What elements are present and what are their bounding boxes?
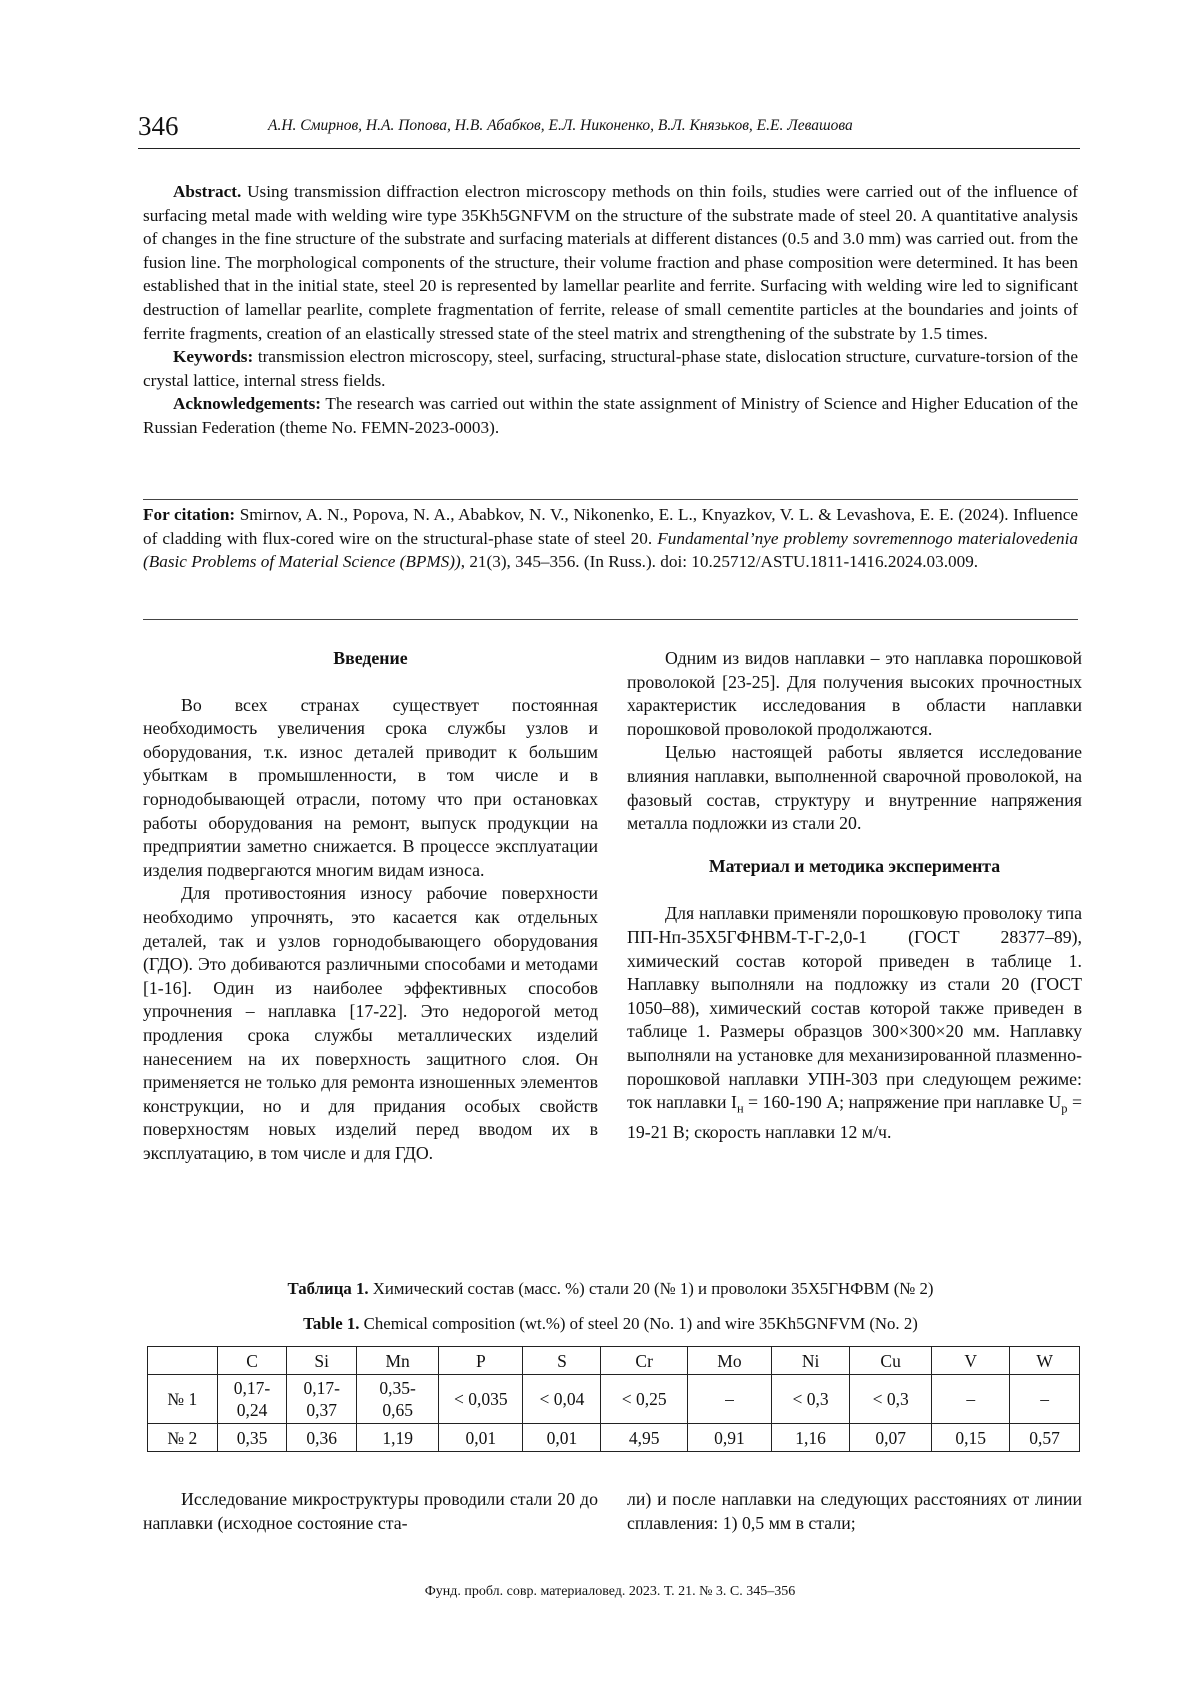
table-cell [287, 1375, 357, 1424]
table-caption-en: Table 1. Chemical composition (wt.%) of steel 20 (No. 1) and wire 35Kh5GNFVM (No. 2) [303, 1314, 918, 1333]
table-cell [357, 1375, 439, 1424]
table-header-cell: V [932, 1347, 1010, 1375]
left-column [143, 647, 598, 1165]
page-footer: Фунд. пробл. совр. материаловед. 2023. Т. 21. № 3. С. 345–356 [424, 1584, 796, 1599]
table-cell [357, 1424, 439, 1452]
citation-text: Smirnov, A. N., Popova, N. A., Ababkov, N. V., Nikonenko, E. L., Knyazkov, V. L. & Levashova, E. E. (2024). Influence of cladding with flux-cored wire on the structural-phase state of steel 20. [143, 505, 1079, 548]
citation-paragraph [143, 503, 1078, 574]
table-cell [601, 1424, 687, 1452]
table-header-cell: W [1010, 1347, 1080, 1375]
table-cell [439, 1424, 523, 1452]
keywords-paragraph [143, 345, 1078, 392]
intro-paragraph-1: Во всех странах существует постоянная необходимость увеличения срока службы узлов и оборудования, т.к. износ деталей приводит к большим убыткам в промышленности, в том числе и в горнодобывающей отрасли, потому что при остановках работы оборудования на ремонт, выпуск продукции на предприятии заметно снижается. В процессе эксплуатации изделия подвергаются многим видам износа. [143, 694, 598, 880]
citation-top-rule [143, 499, 1078, 500]
cell-line: 0,36 [306, 1427, 338, 1448]
cell-line: 0,17- [233, 1378, 271, 1398]
table-header-row [148, 1347, 1080, 1375]
acknowledgements-text: The research was carried out within the state assignment of Ministry of Science and Higher Education of the Russian Federation (theme No. FEMN-2023-0003). [143, 394, 1078, 437]
table-header-cell: S [523, 1347, 601, 1375]
table-cell [687, 1375, 771, 1424]
table-cell [932, 1424, 1010, 1452]
cell-line: 1,16 [795, 1427, 826, 1448]
table-cell [932, 1375, 1010, 1424]
cell-line: 0,65 [382, 1400, 413, 1420]
table-cell [217, 1375, 287, 1424]
methods-heading: Материал и методика эксперимента [708, 855, 1001, 876]
right-column [627, 647, 1082, 1145]
cell-line: 0,35 [236, 1427, 268, 1448]
abstract-label: Abstract. [173, 182, 242, 201]
abstract-text: Using transmission diffraction electron microscopy methods on thin foils, studies were carried out of the influence of surfacing metal made with welding wire type 35Kh5GNFVM on the structure of the substrate made of steel 20. A quantitative analysis of changes in the fine structure of the substrate and surfacing materials at different distances (0.5 and 3.0 mm) was carried out. from the fusion line. The morphological components of the structure, their volume fraction and phase composition were determined. It has been established that in the initial state, steel 20 is represented by lamellar pearlite and ferrite. Surfacing with welding wire led to significant destruction of lamellar pearlite, complete fragmentation of ferrite, release of small cementite particles at the boundaries and joints of ferrite fragments, creation of an elastically stressed state of the steel matrix and strengthening of the substrate by 1.5 times. [143, 182, 1078, 343]
page-number: 346 [138, 111, 179, 141]
running-header-authors: А.Н. Смирнов, Н.А. Попова, Н.В. Абабков, Е.Л. Никоненко, В.Л. Князьков, Е.Е. Левашова [268, 117, 853, 134]
intro-heading: Введение [333, 648, 408, 668]
table-cell [772, 1375, 850, 1424]
cell-line: – [725, 1389, 734, 1409]
table-header-cell: Mn [357, 1347, 439, 1375]
table-header-cell [148, 1347, 218, 1375]
abstract-section [143, 180, 1078, 440]
table-cell [523, 1375, 601, 1424]
table-row [148, 1375, 1080, 1424]
cell-line: 4,95 [628, 1427, 660, 1448]
cell-line: 0,07 [875, 1427, 906, 1448]
table-cell [850, 1424, 932, 1452]
table-header-cell: P [439, 1347, 523, 1375]
table-body [148, 1347, 1080, 1452]
cell-line: 0,17- [303, 1378, 340, 1398]
table-cell [1010, 1375, 1080, 1424]
table-header-cell: Ni [772, 1347, 850, 1375]
table-cell [850, 1375, 932, 1424]
citation-label: For citation: [143, 505, 236, 524]
table-header-cell: Mo [687, 1347, 771, 1375]
table-cell [439, 1375, 523, 1424]
citation-journal: Fundamental’nye problemy sovremennogo materialovedenia (Basic Problems of Material Science (BPMS)) [143, 528, 1079, 572]
citation-bottom-rule [143, 619, 1078, 620]
cell-line: < 0,035 [454, 1389, 508, 1409]
abstract-paragraph [143, 180, 1078, 345]
cell-line: 0,15 [955, 1427, 987, 1448]
row-label-cell: № 2 [148, 1424, 218, 1452]
table-cell [601, 1375, 687, 1424]
intro-paragraph-3: Одним из видов наплавки – это наплавка порошковой проволокой [23-25]. Для получения высоких прочностных характеристик исследования в области наплавки порошковой проволокой продолжаются. [627, 648, 1082, 739]
cell-line: – [1040, 1389, 1049, 1409]
cell-line: 0,24 [236, 1400, 268, 1420]
table-cell [217, 1424, 287, 1452]
chemical-composition-table [147, 1346, 1080, 1452]
cell-line: < 0,04 [539, 1389, 585, 1409]
intro-paragraph-2: Для противостояния износу рабочие поверхности необходимо упрочнять, это касается как отдельных деталей, так и узлов горнодобывающего оборудования (ГДО). Это добиваются различными способами и методами [1-16]. Один из наиболее эффективных способов упрочнения – наплавка [17-22]. Это недорогой метод продления срока службы металлических изделий нанесением на их поверхность защитного слоя. Он применяется не только для ремонта изношенных элементов конструкции, но и для придания особых свойств поверхностям новых изделий перед вводом их в эксплуатацию, в том числе и для ГДО. [143, 883, 598, 1163]
current-subscript: н [736, 1101, 744, 1116]
bottom-left-paragraph: Исследование микроструктуры проводили стали 20 до наплавки (исходное состояние ста- [143, 1489, 598, 1533]
table-header-cell: Si [287, 1347, 357, 1375]
cell-line: 1,19 [382, 1427, 413, 1448]
table-cell [772, 1424, 850, 1452]
bottom-right-paragraph: ли) и после наплавки на следующих расстояниях от линии сплавления: 1) 0,5 мм в стали; [627, 1489, 1082, 1533]
table-caption-ru: Таблица 1. Химический состав (масс. %) стали 20 (№ 1) и проволоки 35Х5ГНФВМ (№ 2) [287, 1279, 934, 1298]
aim-paragraph: Целью настоящей работы является исследование влияния наплавки, выполненной сварочной проволокой, на фазовый состав, структуру и внутренние напряжения металла подложки из стали 20. [627, 742, 1082, 834]
cell-line: < 0,3 [872, 1389, 909, 1409]
table-cell [687, 1424, 771, 1452]
row-label-cell: № 1 [148, 1375, 218, 1424]
cell-line: 0,37 [306, 1400, 338, 1420]
header-divider [138, 148, 1080, 149]
cell-line: 0,35- [379, 1378, 416, 1398]
table-cell [1010, 1424, 1080, 1452]
table-cell [523, 1424, 601, 1452]
keywords-text: transmission electron microscopy, steel, surfacing, structural-phase state, dislocation structure, curvature-torsion of the crystal lattice, internal stress fields. [143, 347, 1078, 390]
table-header-cell: Cr [601, 1347, 687, 1375]
cell-line: < 0,3 [792, 1389, 829, 1409]
cell-line: < 0,25 [621, 1389, 667, 1409]
table-header-cell: Cu [850, 1347, 932, 1375]
cell-line: – [966, 1389, 976, 1409]
methods-paragraph: Для наплавки применяли порошковую проволоку типа ПП-Нп-35Х5ГФНВМ-Т-Г-2,0-1 (ГОСТ 28377–89), химический состав которой приведен в таблице 1. Наплавку выполняли на подложку из стали 20 (ГОСТ 1050–88), химический состав которой также приведен в таблице 1. Размеры образцов 300×300×20 мм. Наплавку выполняли на установке для механизированной плазменно-порошковой наплавки УПН-303 при следующем режиме: ток наплавки $I_н = 160-190$ А; напряжение при наплавке $U_р = 19-21$ В; скорость наплавки 12 м/ч. [627, 903, 1082, 1143]
cell-line: 0,01 [546, 1427, 578, 1448]
keywords-label: Keywords: [173, 347, 254, 367]
cell-line: 0,57 [1029, 1427, 1060, 1448]
acknowledgements-paragraph [143, 392, 1078, 439]
acknowledgements-label: Acknowledgements: [173, 394, 321, 414]
voltage-subscript: р [1061, 1101, 1068, 1116]
table-row [148, 1424, 1080, 1452]
table-cell [287, 1424, 357, 1452]
table-header-cell: C [217, 1347, 287, 1375]
cell-line: 0,01 [465, 1427, 497, 1448]
citation-tail: , 21(3), 345–356. (In Russ.). doi: 10.25712/ASTU.1811-1416.2024.03.009. [460, 552, 979, 572]
cell-line: 0,91 [714, 1427, 745, 1448]
